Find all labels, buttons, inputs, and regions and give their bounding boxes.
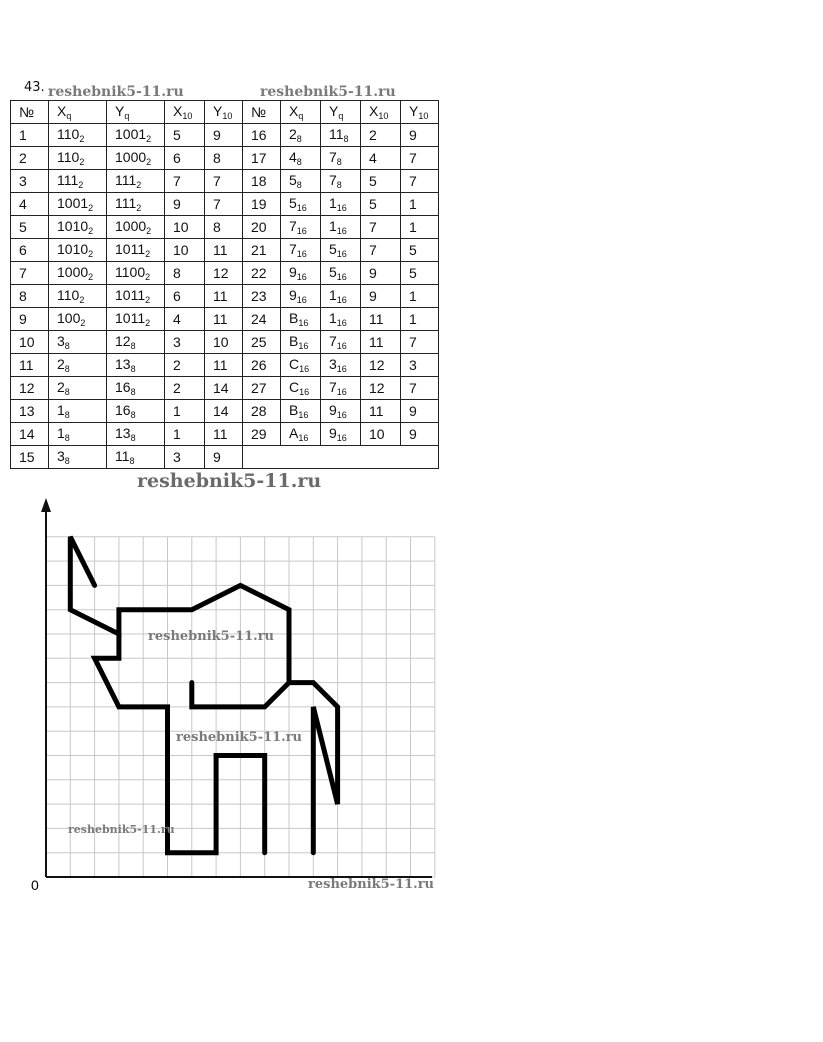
watermark: reshebnik5-11.ru bbox=[137, 470, 322, 492]
table-cell: $111_2$ bbox=[107, 193, 165, 216]
table-cell: 11 bbox=[361, 308, 401, 331]
table-cell: 11 bbox=[205, 354, 243, 377]
watermark: reshebnik5-11.ru bbox=[68, 823, 175, 836]
table-cell: 14 bbox=[205, 377, 243, 400]
table-cell: 8 bbox=[11, 285, 49, 308]
table-cell: $1_{16}$ bbox=[321, 308, 361, 331]
header-cell: $X_{10}$ bbox=[361, 101, 401, 124]
table-cell: $3_8$ bbox=[49, 446, 107, 469]
table-cell: $1000_2$ bbox=[49, 262, 107, 285]
table-cell: $110_2$ bbox=[49, 285, 107, 308]
table-cell: 7 bbox=[401, 170, 439, 193]
table-cell: $C_{16}$ bbox=[281, 354, 321, 377]
table-cell: 4 bbox=[361, 147, 401, 170]
table-cell: 9 bbox=[11, 308, 49, 331]
table-cell: 5 bbox=[401, 239, 439, 262]
table-cell: $111_2$ bbox=[107, 170, 165, 193]
table-cell: 7 bbox=[361, 239, 401, 262]
table-cell: 23 bbox=[243, 285, 281, 308]
table-cell: 5 bbox=[361, 170, 401, 193]
table-cell: 3 bbox=[165, 446, 205, 469]
table-cell: 15 bbox=[11, 446, 49, 469]
table-cell: $C_{16}$ bbox=[281, 377, 321, 400]
table-cell: $1_{16}$ bbox=[321, 193, 361, 216]
table-cell: 10 bbox=[165, 216, 205, 239]
table-cell: $3_{16}$ bbox=[321, 354, 361, 377]
header-cell: $Y_q$ bbox=[321, 101, 361, 124]
table-cell: 11 bbox=[205, 239, 243, 262]
table-cell: $110_2$ bbox=[49, 124, 107, 147]
table-cell: 3 bbox=[165, 331, 205, 354]
table-cell: $111_2$ bbox=[49, 170, 107, 193]
table-cell: $3_8$ bbox=[49, 331, 107, 354]
table-cell: $13_8$ bbox=[107, 354, 165, 377]
table-cell: $5_8$ bbox=[281, 170, 321, 193]
table-cell: $4_8$ bbox=[281, 147, 321, 170]
table-cell: $1100_2$ bbox=[107, 262, 165, 285]
table-cell: $7_{16}$ bbox=[321, 331, 361, 354]
table-cell: $5_{16}$ bbox=[281, 193, 321, 216]
origin-label: 0 bbox=[31, 877, 39, 893]
table-cell: $1001_2$ bbox=[49, 193, 107, 216]
table-cell: 11 bbox=[11, 354, 49, 377]
table-cell: $B_{16}$ bbox=[281, 331, 321, 354]
table-cell: 8 bbox=[205, 147, 243, 170]
table-cell: 17 bbox=[243, 147, 281, 170]
header-cell: $X_{10}$ bbox=[165, 101, 205, 124]
table-cell: 4 bbox=[165, 308, 205, 331]
table-cell: 6 bbox=[165, 147, 205, 170]
header-cell: № bbox=[11, 101, 49, 124]
table-cell: 10 bbox=[361, 423, 401, 446]
table-cell: 14 bbox=[11, 423, 49, 446]
table-cell: 3 bbox=[11, 170, 49, 193]
table-cell: $1010_2$ bbox=[49, 239, 107, 262]
header-cell: $Y_q$ bbox=[107, 101, 165, 124]
table-cell: 9 bbox=[401, 400, 439, 423]
table-cell: $11_8$ bbox=[321, 124, 361, 147]
table-cell: 24 bbox=[243, 308, 281, 331]
table-cell: 1 bbox=[401, 308, 439, 331]
table-cell: $1001_2$ bbox=[107, 124, 165, 147]
table-cell: $2_8$ bbox=[49, 377, 107, 400]
table-cell: 9 bbox=[205, 446, 243, 469]
table-cell: $A_{16}$ bbox=[281, 423, 321, 446]
table-cell: 16 bbox=[243, 124, 281, 147]
header-cell: $X_q$ bbox=[49, 101, 107, 124]
table-cell: 2 bbox=[361, 124, 401, 147]
y-axis-arrow bbox=[41, 498, 51, 512]
table-cell: $9_{16}$ bbox=[321, 400, 361, 423]
header-cell: $X_q$ bbox=[281, 101, 321, 124]
table-cell: $16_8$ bbox=[107, 400, 165, 423]
table-cell: $12_8$ bbox=[107, 331, 165, 354]
table-cell: $1000_2$ bbox=[107, 147, 165, 170]
table-cell: $9_{16}$ bbox=[281, 285, 321, 308]
table-cell: $2_8$ bbox=[281, 124, 321, 147]
table-cell: 7 bbox=[401, 377, 439, 400]
table-cell: 12 bbox=[205, 262, 243, 285]
table-cell: 11 bbox=[361, 331, 401, 354]
table-cell: 5 bbox=[11, 216, 49, 239]
table-cell: 9 bbox=[205, 124, 243, 147]
table-cell: 1 bbox=[401, 193, 439, 216]
table-cell: 7 bbox=[401, 331, 439, 354]
table-cell: 11 bbox=[361, 400, 401, 423]
table-cell: $1_8$ bbox=[49, 400, 107, 423]
table-cell: 18 bbox=[243, 170, 281, 193]
table-cell: 14 bbox=[205, 400, 243, 423]
table-cell: $1010_2$ bbox=[49, 216, 107, 239]
table-cell: 7 bbox=[165, 170, 205, 193]
table-cell: $9_{16}$ bbox=[321, 423, 361, 446]
table-cell: 9 bbox=[165, 193, 205, 216]
watermark: reshebnik5-11.ru bbox=[148, 629, 275, 644]
watermark: reshebnik5-11.ru bbox=[308, 877, 435, 892]
table-cell: $110_2$ bbox=[49, 147, 107, 170]
table-cell: $13_8$ bbox=[107, 423, 165, 446]
table-cell: $5_{16}$ bbox=[321, 262, 361, 285]
table-cell: 1 bbox=[401, 285, 439, 308]
table-cell: 21 bbox=[243, 239, 281, 262]
table-cell: $1_{16}$ bbox=[321, 216, 361, 239]
table-cell: 27 bbox=[243, 377, 281, 400]
table-cell: 22 bbox=[243, 262, 281, 285]
table-cell: $5_{16}$ bbox=[321, 239, 361, 262]
table-cell: 10 bbox=[165, 239, 205, 262]
table-cell: 9 bbox=[361, 262, 401, 285]
header-cell: № bbox=[243, 101, 281, 124]
task-number: 43. bbox=[24, 80, 45, 95]
table-cell: 10 bbox=[11, 331, 49, 354]
table-cell: 5 bbox=[165, 124, 205, 147]
table-cell: 28 bbox=[243, 400, 281, 423]
table-cell: $7_{16}$ bbox=[281, 216, 321, 239]
table-cell: $7_8$ bbox=[321, 170, 361, 193]
table-cell: 6 bbox=[11, 239, 49, 262]
table-cell: 9 bbox=[401, 423, 439, 446]
table-cell: 12 bbox=[11, 377, 49, 400]
table-cell: $2_8$ bbox=[49, 354, 107, 377]
table-cell: 2 bbox=[165, 354, 205, 377]
watermark: reshebnik5-11.ru bbox=[48, 84, 184, 100]
table-cell: 7 bbox=[401, 147, 439, 170]
table-cell: 1 bbox=[165, 400, 205, 423]
table-cell: $7_{16}$ bbox=[321, 377, 361, 400]
header-cell: $Y_{10}$ bbox=[401, 101, 439, 124]
table-cell: $16_8$ bbox=[107, 377, 165, 400]
table-cell: $7_{16}$ bbox=[281, 239, 321, 262]
table-cell: 9 bbox=[361, 285, 401, 308]
header-cell: $Y_{10}$ bbox=[205, 101, 243, 124]
table-cell: 11 bbox=[205, 308, 243, 331]
table-cell: 9 bbox=[401, 124, 439, 147]
table-cell: 7 bbox=[205, 170, 243, 193]
table-cell: 7 bbox=[205, 193, 243, 216]
table-cell: 4 bbox=[11, 193, 49, 216]
table-cell: 13 bbox=[11, 400, 49, 423]
table-cell: 2 bbox=[11, 147, 49, 170]
table-cell: $100_2$ bbox=[49, 308, 107, 331]
table-cell: $1011_2$ bbox=[107, 308, 165, 331]
table-cell: 7 bbox=[11, 262, 49, 285]
table-cell: $9_{16}$ bbox=[281, 262, 321, 285]
table-cell: $1_{16}$ bbox=[321, 285, 361, 308]
table-cell: 1 bbox=[11, 124, 49, 147]
table-cell: 5 bbox=[361, 193, 401, 216]
table-cell: 12 bbox=[361, 354, 401, 377]
table-cell: 2 bbox=[165, 377, 205, 400]
table-cell: 19 bbox=[243, 193, 281, 216]
table-cell: 8 bbox=[165, 262, 205, 285]
table-cell: $7_8$ bbox=[321, 147, 361, 170]
table-cell: 5 bbox=[401, 262, 439, 285]
watermark: reshebnik5-11.ru bbox=[176, 730, 303, 745]
table-cell: $B_{16}$ bbox=[281, 400, 321, 423]
table-cell: 3 bbox=[401, 354, 439, 377]
table-cell: 1 bbox=[401, 216, 439, 239]
table-cell: 20 bbox=[243, 216, 281, 239]
table-cell: 10 bbox=[205, 331, 243, 354]
table-cell: $1000_2$ bbox=[107, 216, 165, 239]
table-cell: $1011_2$ bbox=[107, 239, 165, 262]
table-cell: 12 bbox=[361, 377, 401, 400]
table-cell: 8 bbox=[205, 216, 243, 239]
table-cell: $1_8$ bbox=[49, 423, 107, 446]
table-cell: 29 bbox=[243, 423, 281, 446]
table-cell: 11 bbox=[205, 423, 243, 446]
table-cell: 26 bbox=[243, 354, 281, 377]
table-cell: $B_{16}$ bbox=[281, 308, 321, 331]
table-cell: 25 bbox=[243, 331, 281, 354]
watermark: reshebnik5-11.ru bbox=[260, 84, 396, 100]
table-cell: 7 bbox=[361, 216, 401, 239]
table-cell: $11_8$ bbox=[107, 446, 165, 469]
table-cell: 11 bbox=[205, 285, 243, 308]
table-cell: 1 bbox=[165, 423, 205, 446]
table-cell: 6 bbox=[165, 285, 205, 308]
figure-lines bbox=[70, 537, 337, 853]
table-cell: $1011_2$ bbox=[107, 285, 165, 308]
